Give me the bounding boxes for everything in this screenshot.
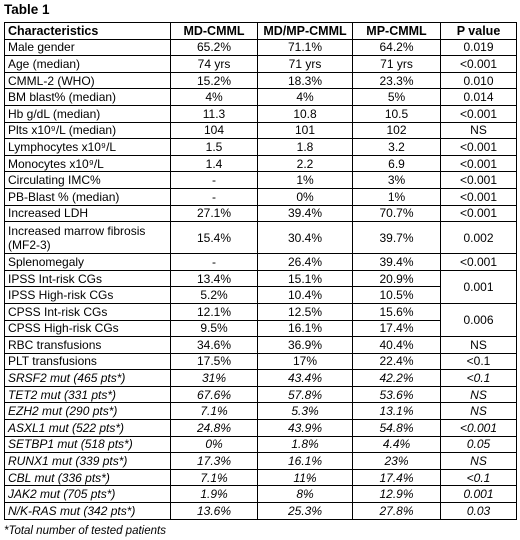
mp-cmml-value: 39.4% [353,254,441,271]
md-cmml-value: 7.1% [171,469,258,486]
row-label: Increased marrow fibrosis (MF2-3) [5,222,171,254]
p-value: <0.001 [441,188,517,205]
row-label: CMML-2 (WHO) [5,72,171,89]
row-label: ASXL1 mut (522 pts*) [5,420,171,437]
table-row [5,436,517,453]
p-value: 0.001 [441,270,517,303]
table-row [5,370,517,387]
md-mp-cmml-value: 18.3% [258,72,353,89]
p-value: 0.05 [441,436,517,453]
mp-cmml-value: 27.8% [353,503,441,520]
table-row [5,89,517,106]
md-mp-cmml-value: 39.4% [258,205,353,222]
table-title: Table 1 [4,2,50,17]
p-value: 0.019 [441,39,517,56]
md-cmml-value: 1.5 [171,139,258,156]
md-cmml-value: 11.3 [171,105,258,122]
md-mp-cmml-value: 43.4% [258,370,353,387]
table-row [5,56,517,73]
row-label: PLT transfusions [5,353,171,370]
row-label: PB-Blast % (median) [5,188,171,205]
header-row [5,23,517,40]
p-value: NS [441,386,517,403]
md-mp-cmml-value: 26.4% [258,254,353,271]
md-mp-cmml-value: 1.8% [258,436,353,453]
p-value: 0.006 [441,303,517,336]
row-label: IPSS Int-risk CGs [5,270,171,287]
md-mp-cmml-value: 11% [258,469,353,486]
mp-cmml-value: 20.9% [353,270,441,287]
mp-cmml-value: 17.4% [353,320,441,337]
md-mp-cmml-value: 15.1% [258,270,353,287]
row-label: CBL mut (336 pts*) [5,469,171,486]
md-mp-cmml-value: 12.5% [258,303,353,320]
md-mp-cmml-value: 25.3% [258,503,353,520]
table-row [5,320,517,337]
mp-cmml-value: 39.7% [353,222,441,254]
mp-cmml-value: 53.6% [353,386,441,403]
md-cmml-value: 24.8% [171,420,258,437]
md-mp-cmml-value: 4% [258,89,353,106]
md-cmml-value: 34.6% [171,337,258,354]
p-value: <0.001 [441,205,517,222]
mp-cmml-value: 22.4% [353,353,441,370]
p-value: <0.001 [441,420,517,437]
row-label: Male gender [5,39,171,56]
md-cmml-value: 12.1% [171,303,258,320]
mp-cmml-value: 4.4% [353,436,441,453]
row-label: JAK2 mut (705 pts*) [5,486,171,503]
mp-cmml-value: 23.3% [353,72,441,89]
header-md-cmml: MD-CMML [171,23,258,40]
p-value: 0.001 [441,486,517,503]
table-row [5,205,517,222]
mp-cmml-value: 70.7% [353,205,441,222]
md-cmml-value: - [171,172,258,189]
md-cmml-value: 15.4% [171,222,258,254]
md-cmml-value: 1.4 [171,155,258,172]
mp-cmml-value: 6.9 [353,155,441,172]
md-cmml-value: 13.4% [171,270,258,287]
mp-cmml-value: 12.9% [353,486,441,503]
md-cmml-value: - [171,188,258,205]
mp-cmml-value: 5% [353,89,441,106]
md-cmml-value: 9.5% [171,320,258,337]
md-cmml-value: 13.6% [171,503,258,520]
md-mp-cmml-value: 10.4% [258,287,353,304]
mp-cmml-value: 71 yrs [353,56,441,73]
md-mp-cmml-value: 1% [258,172,353,189]
row-label: Age (median) [5,56,171,73]
md-mp-cmml-value: 2.2 [258,155,353,172]
md-mp-cmml-value: 16.1% [258,320,353,337]
mp-cmml-value: 15.6% [353,303,441,320]
table-row [5,303,517,320]
row-label: IPSS High-risk CGs [5,287,171,304]
p-value: <0.001 [441,254,517,271]
md-cmml-value: 0% [171,436,258,453]
p-value: <0.1 [441,353,517,370]
md-cmml-value: 5.2% [171,287,258,304]
md-mp-cmml-value: 17% [258,353,353,370]
md-mp-cmml-value: 71.1% [258,39,353,56]
md-cmml-value: 31% [171,370,258,387]
row-label: SRSF2 mut (465 pts*) [5,370,171,387]
p-value: <0.1 [441,370,517,387]
mp-cmml-value: 42.2% [353,370,441,387]
table-row [5,469,517,486]
md-cmml-value: 4% [171,89,258,106]
p-value: 0.03 [441,503,517,520]
mp-cmml-value: 10.5% [353,287,441,304]
row-label: Lymphocytes x10⁹/L [5,139,171,156]
row-label: Splenomegaly [5,254,171,271]
md-cmml-value: 7.1% [171,403,258,420]
table-row [5,172,517,189]
md-mp-cmml-value: 43.9% [258,420,353,437]
row-label: SETBP1 mut (518 pts*) [5,436,171,453]
mp-cmml-value: 64.2% [353,39,441,56]
md-mp-cmml-value: 5.3% [258,403,353,420]
row-label: Monocytes x10⁹/L [5,155,171,172]
mp-cmml-value: 3% [353,172,441,189]
p-value: NS [441,122,517,139]
row-label: CPSS Int-risk CGs [5,303,171,320]
header-md-mp-cmml: MD/MP-CMML [258,23,353,40]
table-row [5,486,517,503]
row-label: RBC transfusions [5,337,171,354]
row-label: CPSS High-risk CGs [5,320,171,337]
md-cmml-value: 65.2% [171,39,258,56]
table-row [5,420,517,437]
table-row [5,105,517,122]
table-row [5,72,517,89]
mp-cmml-value: 17.4% [353,469,441,486]
table-row [5,122,517,139]
mp-cmml-value: 10.5 [353,105,441,122]
md-mp-cmml-value: 1.8 [258,139,353,156]
table-row [5,188,517,205]
md-mp-cmml-value: 101 [258,122,353,139]
row-label: Circulating IMC% [5,172,171,189]
table-row [5,353,517,370]
p-value: 0.010 [441,72,517,89]
table-row [5,254,517,271]
p-value: <0.001 [441,105,517,122]
md-cmml-value: 1.9% [171,486,258,503]
table-row [5,337,517,354]
p-value: NS [441,453,517,470]
row-label: EZH2 mut (290 pts*) [5,403,171,420]
md-cmml-value: - [171,254,258,271]
row-label: N/K-RAS mut (342 pts*) [5,503,171,520]
table-row [5,139,517,156]
mp-cmml-value: 23% [353,453,441,470]
p-value: <0.001 [441,172,517,189]
mp-cmml-value: 40.4% [353,337,441,354]
p-value: <0.001 [441,139,517,156]
table-row [5,503,517,520]
table-row [5,287,517,304]
md-cmml-value: 17.5% [171,353,258,370]
table-row [5,270,517,287]
md-mp-cmml-value: 71 yrs [258,56,353,73]
header-characteristics: Characteristics [5,23,171,40]
table-row [5,403,517,420]
md-mp-cmml-value: 16.1% [258,453,353,470]
p-value: NS [441,337,517,354]
mp-cmml-value: 3.2 [353,139,441,156]
p-value: <0.001 [441,155,517,172]
md-mp-cmml-value: 30.4% [258,222,353,254]
table-row [5,222,517,254]
p-value: NS [441,403,517,420]
row-label: Plts x10⁹/L (median) [5,122,171,139]
p-value: 0.014 [441,89,517,106]
p-value: <0.1 [441,469,517,486]
md-mp-cmml-value: 36.9% [258,337,353,354]
row-label: BM blast% (median) [5,89,171,106]
md-cmml-value: 104 [171,122,258,139]
md-mp-cmml-value: 8% [258,486,353,503]
header-p-value: P value [441,23,517,40]
md-mp-cmml-value: 57.8% [258,386,353,403]
row-label: Hb g/dL (median) [5,105,171,122]
row-label: RUNX1 mut (339 pts*) [5,453,171,470]
mp-cmml-value: 1% [353,188,441,205]
mp-cmml-value: 13.1% [353,403,441,420]
mp-cmml-value: 54.8% [353,420,441,437]
md-cmml-value: 74 yrs [171,56,258,73]
md-mp-cmml-value: 0% [258,188,353,205]
row-label: Increased LDH [5,205,171,222]
table-row [5,39,517,56]
row-label: TET2 mut (331 pts*) [5,386,171,403]
header-mp-cmml: MP-CMML [353,23,441,40]
mp-cmml-value: 102 [353,122,441,139]
md-cmml-value: 67.6% [171,386,258,403]
md-mp-cmml-value: 10.8 [258,105,353,122]
table-row [5,386,517,403]
characteristics-table [4,22,517,520]
footnote: *Total number of tested patients [4,525,166,537]
table-row [5,453,517,470]
p-value: <0.001 [441,56,517,73]
md-cmml-value: 17.3% [171,453,258,470]
p-value: 0.002 [441,222,517,254]
md-cmml-value: 27.1% [171,205,258,222]
table-row [5,155,517,172]
md-cmml-value: 15.2% [171,72,258,89]
